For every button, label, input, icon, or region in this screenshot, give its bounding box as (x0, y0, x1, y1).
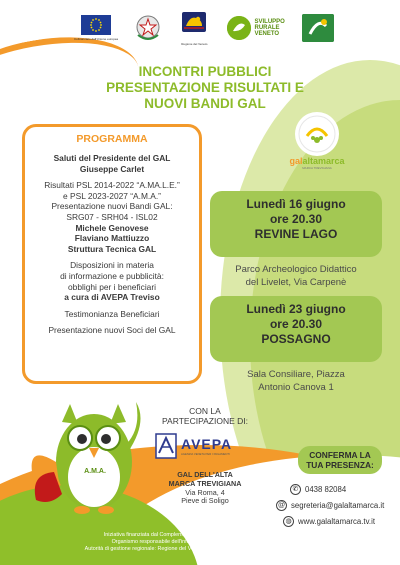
gal-address: GAL DELL'ALTA MARCA TREVIGIANA Via Roma, 4 Pieve di Soligo (168, 470, 242, 506)
codici-line: SRG07 - SRH04 - ISL02 (66, 211, 158, 222)
phone-icon: ✆ (290, 484, 301, 495)
gal-grape-icon (295, 112, 339, 156)
avepa-name: AVEPA (181, 436, 233, 452)
conferma-box: CONFERMA LA TUA PRESENZA: (298, 446, 382, 474)
email-icon: @ (277, 502, 286, 509)
leader-logo-icon (302, 14, 334, 42)
event-1-time: ore 20.30 (269, 212, 323, 226)
sviluppo-rurale-logo (227, 16, 284, 40)
relatore-1: Michele Genovese (75, 222, 149, 233)
veneto-logo-text: Regione del Veneto (181, 42, 208, 46)
event-2-place: POSSAGNO (261, 332, 331, 346)
programma-heading: PROGRAMMA (76, 133, 148, 145)
presidente-line: Giuseppe Carlet (79, 163, 145, 174)
contact-email[interactable]: @ segreteria@galaltamarca.it (277, 501, 385, 510)
disposizioni-line-2: di informazione e pubblicità: (60, 270, 164, 281)
partecipazione-label: CON LA PARTECIPAZIONE DI: (162, 406, 248, 426)
relatore-2: Flaviano Mattiuzzo (74, 233, 150, 244)
sviluppo-leaf-icon (227, 16, 251, 40)
logos-row (74, 8, 334, 48)
eu-flag-icon (81, 15, 111, 35)
contact-phone[interactable]: ✆ 0438 82084 (290, 484, 346, 495)
italian-emblem-icon (135, 13, 161, 43)
gal-logo-sub: MARCA TREVIGIANA (302, 166, 332, 170)
gal-altamarca-logo (272, 112, 362, 190)
event-1-venue: Parco Archeologico Didattico del Livelet, Via Carpenè (235, 264, 357, 288)
globe-icon: ◍ (283, 516, 294, 527)
contact-web[interactable]: ◍ www.galaltamarca.tv.it (283, 516, 375, 527)
regione-veneto-logo (178, 10, 210, 46)
page-title: INCONTRI PUBBLICI PRESENTAZIONE RISULTATI E NUOVI BANDI GAL (106, 64, 304, 111)
event-box-1 (210, 191, 382, 257)
event-2-date: Lunedì 23 giugno (246, 302, 346, 316)
disposizioni-line-4: a cura di AVEPA Treviso (64, 292, 160, 303)
disposizioni-line-1: Disposizioni in materia (70, 260, 154, 271)
lion-of-st-mark-icon (178, 10, 210, 40)
disposizioni-line-3: obblighi per i beneficiari (68, 281, 156, 292)
event-1-place: REVINE LAGO (254, 227, 338, 241)
event-2-time: ore 20.30 (269, 317, 323, 331)
bandi-line: Presentazione nuovi Bandi GAL: (51, 201, 173, 212)
avepa-mark-icon (155, 433, 177, 459)
risultati-line-1: Risultati PSL 2014-2022 “A.MA.L.E.” (44, 180, 180, 191)
owl-mascot-icon (24, 382, 154, 522)
eu-logo (74, 15, 118, 41)
eu-logo-text: Cofinanziato dall'Unione europea (74, 37, 119, 41)
testimonianza-line: Testimonianza Beneficiari (64, 308, 160, 319)
gal-logo-text: galaltamarca (289, 156, 345, 166)
saluti-line: Saluti del Presidente del GAL (53, 153, 171, 163)
programma-box (22, 124, 202, 384)
event-box-2 (210, 296, 382, 362)
event-1-date: Lunedì 16 giugno (246, 197, 346, 211)
relatore-3: Struttura Tecnica GAL (67, 243, 157, 254)
mascot-label: A.M.A. (84, 468, 106, 475)
footer-credits: Iniziativa finanziata dal Complemento di sviluppo Rurale per il Veneto 2023-2027 Organismo responsabile dell'informazione: GAL dell'Alta Marca Trevigiana Autorità di gestione regionale: Regione del Veneto - Direzione AdG FEASR Bonifica e Irrigazione (84, 532, 316, 552)
sviluppo-text: SVILUPPO RURALE VENETO (254, 19, 285, 37)
avepa-logo (155, 432, 253, 460)
avepa-sub: AGENZIA VENETA PER I PAGAMENTI (181, 452, 230, 456)
event-2-venue: Sala Consiliare, Piazza Antonio Canova 1 (247, 369, 345, 393)
soci-line: Presentazione nuovi Soci del GAL (48, 325, 176, 336)
risultati-line-2: e PSL 2023-2027 “A.M.A.” (63, 190, 161, 201)
